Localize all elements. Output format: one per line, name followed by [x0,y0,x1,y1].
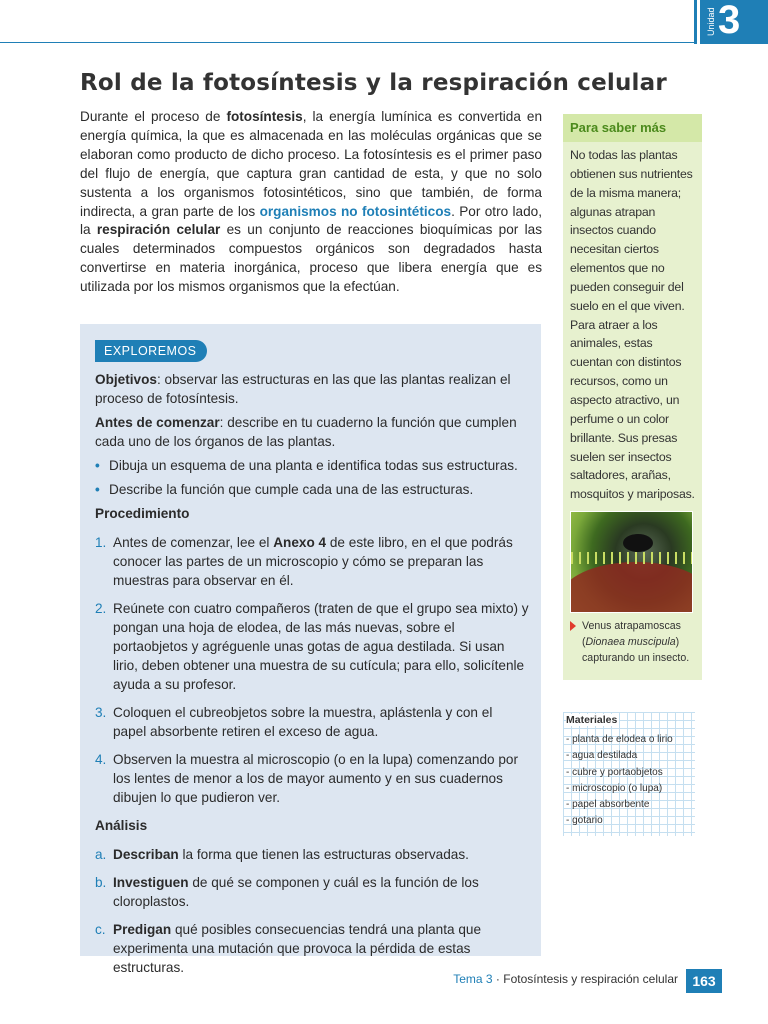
analysis-verb: Describan [113,847,179,862]
intro-term-photosynthesis: fotosíntesis [226,109,303,124]
step-number: 2. [95,601,107,616]
aside-title: Para saber más [563,114,702,142]
caption-part-a: Venus atrapamoscas ( [582,620,681,648]
fly-shape [623,534,653,552]
before-text: : describe en tu cuaderno la función que cumplen cada uno de los órganos de las plantas. [95,415,517,449]
step-text: Antes de comenzar, lee el [113,535,274,550]
caption-species: Dionaea muscipula [585,636,676,648]
analysis-item [95,845,529,864]
materials-item: - gotario [566,815,603,827]
materials-item: - planta de elodea o lirio [566,734,673,745]
procedure-title: Procedimiento [95,506,190,521]
caption-arrow-icon [570,621,576,631]
analysis-letter: a. [95,847,107,862]
page-number: 163 [686,969,722,993]
unit-word: Unidad [706,7,716,37]
intro-paragraph [80,108,542,297]
analysis-verb: Predigan [113,922,172,937]
footer-tema: Tema 3 [453,972,493,986]
materials-item: - agua destilada [566,750,638,762]
objectives [95,370,529,408]
analysis-letter: b. [95,875,107,890]
step-text: Reúnete con cuatro compañeros (traten de que el grupo sea mixto) y pongan una hoja de elodea, de las más nuevas, sobre el portaobjetos y agréguenle unas gotas de agua destilada. Si usan lirio, deben obtener una muestra de su cutícula; para ello, solicítenle ayuda a su profesor. [113,601,529,692]
analysis-item [95,873,529,911]
intro-link-non-photosynthetic[interactable]: organismos no fotosintéticos [259,203,452,219]
intro-text-1: Durante el proceso de [80,109,227,124]
step-text-end: de este libro, en el que podrás conocer las partes de un microscopio y cómo se preparan las muestras para observar en él. [113,535,513,588]
step-text: Observen la muestra al microscopio (o en la lupa) comenzando por los lentes de menor a los de mayor aumento y en sus cuadernos dibujen lo que pudieron ver. [113,752,518,805]
before-starting [95,413,529,451]
objectives-label: Objetivos [95,372,157,387]
analysis-text: la forma que tienen las estructuras observadas. [178,847,469,862]
procedure-step [95,533,529,590]
materials-title: Materiales [566,714,618,726]
intro-text-4: es un conjunto de reacciones bioquímicas por las cuales determinados compuestos orgánicos son degradados hasta convertirse en materia inorgánica, proceso que libera energía que es utilizada por los mismos organismos que la efectúan. [80,222,543,295]
materials-item: - papel absorbente [566,799,650,811]
analysis-item [95,920,529,977]
step-number: 4. [95,752,107,767]
trap-teeth [571,552,693,564]
analysis-title: Análisis [95,818,148,833]
unit-tab [697,0,768,44]
bullet-dot-icon: • [95,458,100,473]
step-bold: Anexo 4 [273,535,327,550]
before-label: Antes de comenzar [95,415,220,430]
materials-item: - microscopio (o lupa) [566,782,663,794]
bullet-item [95,480,529,499]
page-footer [453,972,678,986]
exploremos-body [95,370,529,986]
bullet-text: Describe la función que cumple cada una de las estructuras. [109,482,474,497]
procedure-step [95,750,529,807]
footer-subject: Fotosíntesis y respiración celular [503,972,678,986]
photo-caption [582,618,697,666]
intro-text-3: . Por otro lado, la [80,203,542,238]
aside-para-saber-mas [563,114,702,680]
materials-list [566,732,673,830]
analysis-text: qué posibles consecuencias tendrá una planta que experimenta una mutación que provoca la pérdida de estas estructuras. [113,922,482,975]
analysis-text: de qué se componen y cuál es la función de los cloroplastos. [113,875,479,909]
top-rule [0,42,700,43]
analysis-verb: Investiguen [113,875,189,890]
intro-text-2: , la energía lumínica es convertida en energía química, la que es almacenada en las moléculas orgánicas que se elaboran como producto de dicho proceso. La fotosíntesis es el primer paso del flujo de energía, que captura gran cantidad de esta, y que no solo sustenta a los organismos fotosintéticos, sino que también, de forma indirecta, a gran parte de los [80,109,543,219]
procedure-step [95,599,529,694]
step-number: 3. [95,705,107,720]
materials-box [563,712,695,836]
aside-text: No todas las plantas obtienen sus nutrientes de la misma manera; algunas atrapan insectos cuando necesitan ciertos elementos que no pueden conseguir del suelo en el que viven. Para atraer a los animales, estas cuentan con distintos recursos, como un aspecto atractivo, un perfume o un color brillante. Sus presas suelen ser insectos saltadores, arañas, mosquitos y mariposas. [570,148,695,502]
step-text: Coloquen el cubreobjetos sobre la muestra, aplástenla y con el papel absorbente retiren el exceso de agua. [113,705,493,739]
exploremos-box [80,324,541,975]
trap-lobe [570,562,693,613]
objectives-text: : observar las estructuras en las que las plantas realizan el proceso de fotosíntesis. [95,372,511,406]
intro-term-respiration: respiración celular [96,222,221,238]
materials-item: - cubre y portaobjetos [566,766,663,778]
bullet-text: Dibuja un esquema de una planta e identifica todas sus estructuras. [109,458,518,473]
footer-separator: · [492,972,504,986]
procedure-step [95,703,529,741]
page-title: Rol de la fotosíntesis y la respiración celular [80,70,667,96]
venus-flytrap-photo [570,511,693,613]
analysis-letter: c. [95,922,106,937]
bullet-item [95,456,529,475]
bullet-dot-icon: • [95,482,100,497]
unit-number: 3 [718,0,741,42]
step-number: 1. [95,535,107,550]
caption-part-b: ) capturando un insecto. [582,636,690,664]
exploremos-badge: EXPLOREMOS [95,340,207,362]
